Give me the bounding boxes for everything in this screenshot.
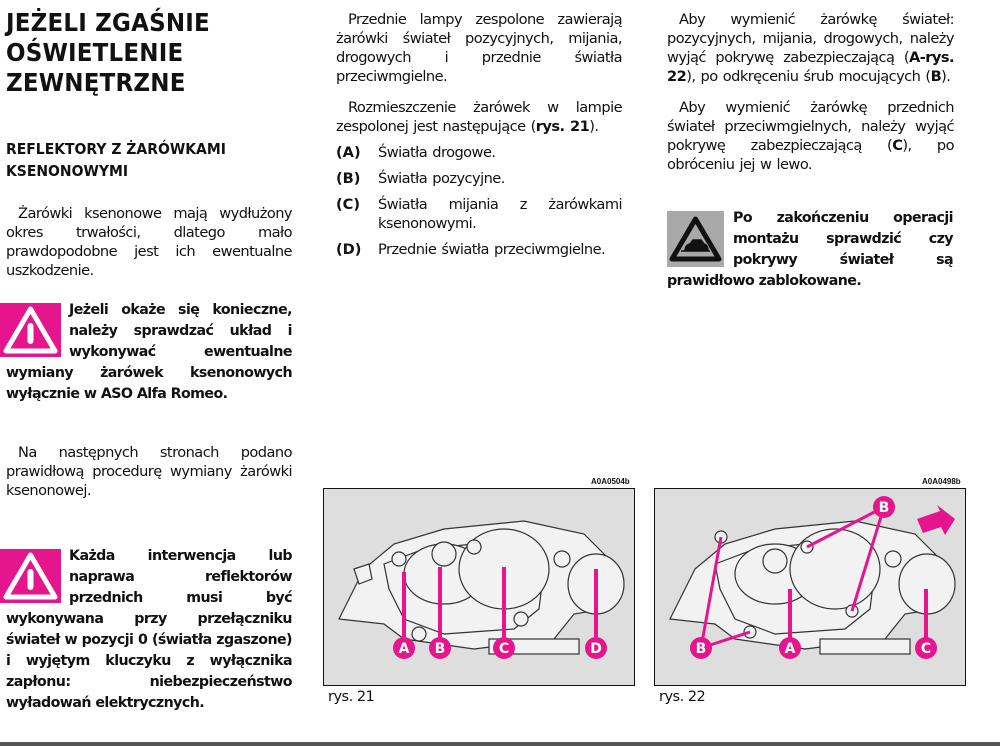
figure-headlamp-bulbs: [323, 488, 635, 686]
callout-label: C: [920, 641, 932, 657]
text: ).: [589, 118, 599, 135]
text: ), po obróceniu jej w lewo.: [667, 137, 955, 173]
subtitle-line: REFLEKTORY Z ŻARÓWKAMI: [6, 140, 226, 158]
text: ).: [941, 68, 951, 85]
callout-label: C: [498, 641, 510, 657]
column-right: [667, 10, 954, 292]
headlamp-drawing: [655, 489, 965, 685]
callout-label: B: [878, 500, 890, 516]
danger-triangle-icon: [0, 303, 61, 357]
paragraph-replace-main: [667, 10, 954, 86]
figure-code: A0A0498b: [922, 477, 961, 486]
list-item: [336, 240, 622, 259]
title-line: OŚWIETLENIE: [6, 38, 184, 67]
title-line: JEŻELI ZGAŚNIE: [6, 8, 210, 37]
list-text: Światła pozycyjne.: [378, 170, 505, 187]
list-text: Przednie światła przeciwmgielne.: [378, 241, 606, 258]
list-item: [336, 169, 622, 188]
page-bottom-bar: [0, 742, 1000, 746]
figure-ref: B: [930, 68, 942, 85]
section-title: [6, 8, 269, 98]
note-text: Po zakończeniu operacji montażu sprawdzić czy pokrywy świateł są prawidłowo zablokowane.: [667, 210, 953, 289]
figure-ref: C: [892, 137, 903, 154]
figure-ref: A-rys. 22: [667, 49, 954, 85]
warning-text: Każda interwencja lub naprawa reflektorów przednich musi być wykonywana przy przełączniku świateł w pozycji 0 (światła zgaszone) i wyjętym kluczyku z wyłącznika zapłonu: niebezpieczeństwo wyładowań elektrycznych.: [6, 548, 292, 711]
paragraph-replace-fog: [667, 98, 954, 174]
figure-code: A0A0504b: [591, 477, 630, 486]
title-line: ZEWNĘTRZNE: [6, 68, 186, 97]
text: Rozmieszczenie żarówek w lampie zespolonej jest następujące (: [336, 99, 622, 135]
paragraph-bulb-layout: [336, 98, 622, 136]
list-key: (D): [336, 241, 362, 258]
callout-label: A: [784, 641, 796, 657]
list-text: Światła drogowe.: [378, 144, 496, 161]
car-road-warning-icon: [667, 211, 724, 267]
warning-box-aso: [6, 300, 292, 405]
list-key: (B): [336, 170, 361, 187]
column-left: [6, 0, 292, 742]
rotate-arrow-icon: [917, 505, 955, 535]
text: Aby wymienić żarówkę przednich świateł przeciwmgielnych, należy wyjąć pokrywę zabezpieczającą (: [667, 99, 954, 154]
subtitle-line: KSENONOWYMI: [6, 162, 129, 180]
figure-headlamp-covers: [654, 488, 966, 686]
paragraph-lamps: Przednie lampy zespolone zawierają żarówki świateł pozycyjnych, mijania, drogowych i przednie światła przeciwmgielne.: [336, 11, 622, 85]
callout-label: A: [398, 641, 410, 657]
bulb-list: [336, 143, 622, 259]
paragraph-procedure: Na następnych stronach podano prawidłową procedurę wymiany żarówki ksenonowej.: [6, 444, 292, 499]
subsection-title: [6, 138, 226, 182]
callout-label: B: [695, 641, 707, 657]
text: ), po odkręceniu śrub mocujących (: [686, 68, 931, 85]
list-key: (A): [336, 144, 361, 161]
callout-label: D: [590, 641, 602, 657]
warning-box-electric: [6, 546, 292, 714]
headlamp-drawing: [324, 489, 634, 685]
callout-label: B: [434, 641, 446, 657]
list-item: [336, 143, 622, 162]
note-box-covers: [667, 208, 953, 292]
paragraph-xenon-lifetime: Żarówki ksenonowe mają wydłużony okres trwałości, dlatego mało prawdopodobne jest ich ewentualne uszkodzenie.: [6, 205, 292, 279]
column-middle: [336, 10, 622, 266]
figure-ref: rys. 21: [535, 118, 590, 135]
list-item: [336, 195, 622, 233]
list-key: (C): [336, 196, 361, 213]
text: Aby wymienić żarówkę świateł: pozycyjnych, mijania, drogowych, należy wyjąć pokrywę zabezpieczającą (: [667, 11, 954, 66]
list-text: Światła mijania z żarówkami ksenonowymi.: [378, 196, 622, 232]
warning-text: Jeżeli okaże się konieczne, należy sprawdzać układ i wykonywać ewentualne wymiany żarówek ksenonowych wyłącznie w ASO Alfa Romeo.: [6, 302, 292, 402]
danger-triangle-icon: [0, 549, 61, 603]
figure-caption: rys. 21: [328, 689, 375, 705]
figure-caption: rys. 22: [659, 689, 706, 705]
